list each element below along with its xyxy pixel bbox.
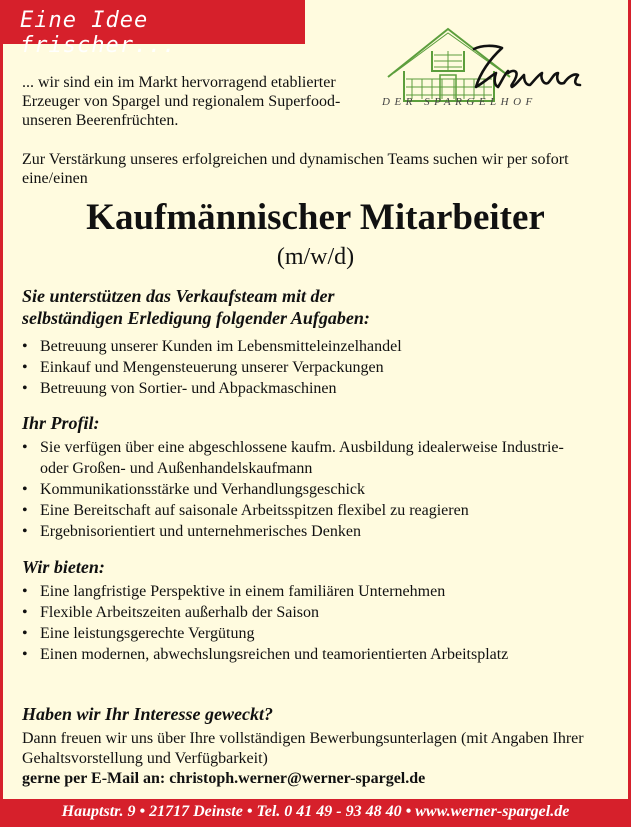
tasks-heading-line-2: selbständigen Erledigung folgender Aufgaben:: [22, 308, 370, 328]
job-gender-note: (m/w/d): [276, 244, 355, 270]
tasks-list: [22, 336, 607, 399]
list-item: • Betreuung unserer Kunden im Lebensmitteleinzelhandel: [22, 336, 607, 357]
tasks-heading-line-1: Sie unterstützen das Verkaufsteam mit der: [22, 286, 335, 306]
footer-contact: Hauptstr. 9 • 21717 Deinste • Tel. 0 41 49 - 93 48 40 • www.werner-spargel.de: [61, 803, 570, 820]
list-item: • Einen modernen, abwechslungsreichen und teamorientierten Arbeitsplatz: [22, 644, 607, 665]
application-email[interactable]: gerne per E-Mail an: christoph.werner@werner-spargel.de: [22, 770, 426, 787]
list-item: • Ergebnisorientiert und unternehmerisches Denken: [22, 521, 607, 542]
list-item: • Betreuung von Sortier- und Abpackmaschinen: [22, 378, 607, 399]
tasks-heading: [22, 285, 602, 329]
job-title: Kaufmännischer Mitarbeiter: [86, 197, 545, 238]
list-item: • Flexible Arbeitszeiten außerhalb der Saison: [22, 602, 607, 623]
profile-heading: Ihr Profil:: [22, 413, 100, 433]
tagline-text: Eine Idee frischer...: [20, 8, 177, 58]
intro-paragraph: ... wir sind ein im Markt hervorragend etablierter Erzeuger von Spargel und regionalem Superfood- unseren Beerenfrüchten.: [22, 74, 341, 129]
footer-contact-bar: [0, 799, 631, 827]
intro-paragraph-team: Zur Verstärkung unseres erfolgreichen und dynamischen Teams suchen wir per sofort eine/einen: [22, 151, 569, 187]
list-item: • Eine langfristige Perspektive in einem familiären Unternehmen: [22, 581, 607, 602]
list-item: • Einkauf und Mengensteuerung unserer Verpackungen: [22, 357, 607, 378]
closing-text: Dann freuen wir uns über Ihre vollständigen Bewerbungsunterlagen (mit Angaben Ihrer Gehaltsvorstellung und Verfügbarkeit): [22, 730, 584, 767]
list-item: • Eine Bereitschaft auf saisonale Arbeitsspitzen flexibel zu reagieren: [22, 500, 607, 521]
offer-heading: Wir bieten:: [22, 557, 105, 577]
profile-list: [22, 437, 607, 542]
list-item: • Sie verfügen über eine abgeschlossene kaufm. Ausbildung idealerweise Industrie- oder Großen- und Außenhandelskaufmann: [22, 437, 607, 479]
list-item: • Kommunikationsstärke und Verhandlungsgeschick: [22, 479, 607, 500]
closing-heading: Haben wir Ihr Interesse geweckt?: [22, 704, 274, 724]
offer-list: [22, 581, 607, 665]
list-item: • Eine leistungsgerechte Vergütung: [22, 623, 607, 644]
logo-subtitle: DER SPARGELHOF: [382, 96, 537, 108]
tagline-banner: [0, 0, 305, 58]
